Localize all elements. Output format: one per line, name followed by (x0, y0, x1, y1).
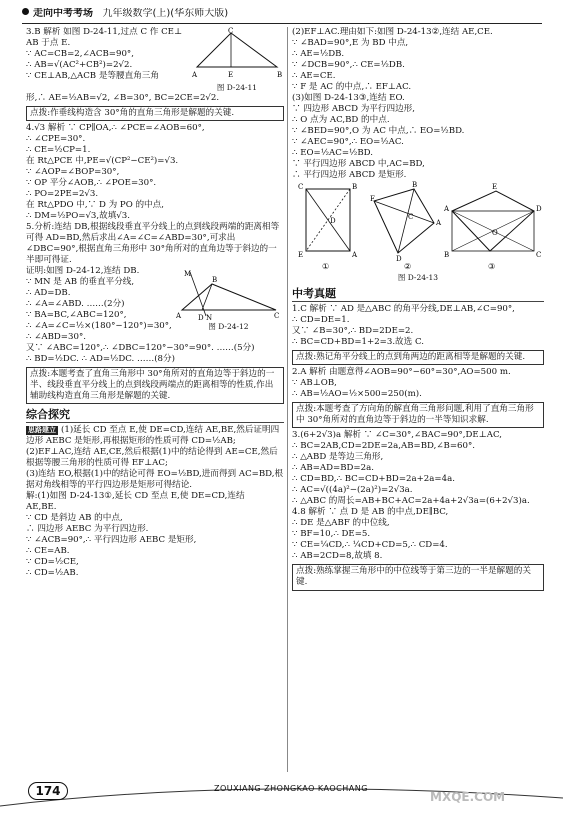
q5-line: ∵ BA=BC,∠ABC=120°, (26, 309, 127, 320)
q3-line: ∴ AB=√(AC²+CB²)=2√2. (26, 60, 133, 70)
header-subtitle: 九年级数学(上)(华东师大版) (102, 8, 229, 19)
note-box: 点拨:作垂线构造含 30°角的直角三角形是解题的关键. (26, 106, 284, 121)
svg-text:D: D (536, 205, 542, 213)
answer-line: 又∵ ∠B=30°,∴ BD=2DE=2. (292, 325, 414, 336)
answer-line: ∴ AB=2CD=8,故填 8. (292, 551, 383, 562)
ideas-text: (2)EF⊥AC,连结 AE,CE,然后根据(1)中的结论得到 AE=CE,然后根据等腰三角形的性质可得 EF⊥AC; (26, 447, 278, 469)
svg-text:E: E (492, 183, 498, 191)
answer-line: ∴ AB=AD=BD=2a. (292, 463, 374, 474)
q4-line: ∵ ∠AOP=∠BOP=30°, (26, 166, 120, 177)
answer-line: ∵ BF=10,∴ DE=5. (292, 529, 371, 540)
svg-text:E: E (228, 71, 234, 79)
svg-text:D: D (330, 217, 336, 225)
answer-line: 4.8 解析 ∵ 点 D 是 AB 的中点,DE∥BC, (292, 507, 449, 518)
svg-text:N: N (206, 313, 213, 322)
answer-line: 1.C 解析 ∵ AD 是△ABC 的角平分线,DE⊥AB,∠C=90°, (292, 303, 515, 314)
proof-line: ∵ ∠BED=90°,O 为 AC 中点,∴ EO=½BD. (292, 126, 465, 136)
proof-line: 解:(1)如图 D-24-13①,延长 CD 至点 E,使 DE=CD,连结 (26, 491, 245, 502)
bullet-icon (22, 8, 29, 15)
footer-text: ZOUXIANG ZHONGKAO KAOCHANG (214, 784, 368, 793)
q4-line: ∵ OP 平分∠AOB,∴ ∠POE=30°. (26, 177, 157, 188)
q5-line: 又∵ ∠ABC=120°,∴ ∠DBC=120°−30°=90°. ……(5分) (26, 342, 255, 353)
q5-line: ∴ AD=DB. (26, 287, 71, 298)
q4-line: 4.√3 解析 ∵ CP∥OA,∴ ∠PCE=∠AOB=60°, (26, 122, 205, 133)
svg-text:②: ② (404, 262, 412, 271)
answer-line: ∴ BC=2AB,CD=2DE=2a,AB=BD,∠B=60°. (292, 441, 476, 452)
q3-line: 3.B 解析 如图 D-24-11,过点 C 作 CE⊥ (26, 27, 183, 37)
ideas-text: (1)延长 CD 至点 E,使 DE=CD,连结 AE,BE,然后证明四边形 AEBC 是矩形,再根据矩形的性质可得 CD=½AB; (26, 425, 280, 447)
proof-line: ∵ CD 是斜边 AB 的中点, (26, 513, 123, 524)
svg-text:C: C (408, 213, 414, 221)
q4-line: 在 Rt△PDO 中,∵ D 为 PO 的中点, (26, 199, 164, 210)
proof-line: ∴ O 点为 AC,BD 的中点. (292, 115, 390, 125)
svg-text:C: C (274, 311, 280, 320)
triangle-figure (176, 266, 281, 322)
note-box: 点拨:熟记角平分线上的点到角两边的距离相等是解题的关键. (292, 350, 544, 365)
answer-line: ∵ AB⊥OB, (292, 377, 337, 388)
q4-line: ∴ DM=½PO=√3,故填√3. (26, 210, 130, 221)
right-column (292, 27, 544, 775)
section-title: 综合探究 (26, 408, 284, 423)
column-divider (287, 27, 288, 772)
ideas-text: (3)连结 EO,根据(1)中的结论可得 EO=½BD,进而得到 AC=BD,根据对角线相等的平行四边形是矩形可得结论. (26, 469, 284, 491)
svg-text:①: ① (322, 262, 330, 271)
answer-line: ∴ △ABC 的周长=AB+BC+AC=2a+4a+2√3a=(6+2√3)a. (292, 496, 530, 507)
header-rule (22, 23, 542, 24)
answer-line: 3.(6+2√3)a 解析 ∵ ∠C=30°,∠BAC=90°,DE⊥AC, (292, 430, 502, 441)
proof-line: (2)EF⊥AC.理由如下:如图 D-24-13②,连结 AE,CE. (292, 27, 493, 37)
svg-text:B: B (352, 183, 358, 191)
q3-line: 形,∴ AE=½AB=√2, ∠B=30°, BC=2CE=2√2. (26, 92, 220, 103)
svg-text:C: C (228, 27, 234, 35)
figure-d-24-13 (292, 181, 544, 283)
figure-d-24-12 (176, 266, 281, 332)
answer-line: ∴ BC=CD+BD=1+2=3.故选 C. (292, 336, 424, 347)
answer-line: ∵ CE=¼CD,∴ ¼CD+CD=5,∴ CD=4. (292, 540, 448, 551)
q4-line: ∴ PO=2PE=2√3. (26, 188, 99, 199)
proof-line: ∵ ∠BAD=90°,E 为 BD 中点, (292, 38, 409, 48)
svg-text:C: C (536, 251, 542, 259)
answer-line: ∴ △ABD 是等边三角形, (292, 452, 384, 463)
page-footer (0, 776, 563, 818)
svg-text:A: A (436, 219, 442, 227)
note-box: 点拨:本题考查了直角三角形中 30°角所对的直角边等于斜边的一半、线段垂直平分线上的点到线段两端点的距离相等的性质,作出辅助线构造直角三角形是解题的关键. (26, 367, 284, 405)
svg-text:A: A (176, 311, 182, 320)
left-column (26, 27, 284, 775)
q4-line: ∴ ∠CPE=30°. (26, 133, 86, 144)
proof-line: ∵ CD=½CE, (26, 557, 79, 568)
proof-line: ∴ 四边形 AEBC 为平行四边形. (26, 524, 149, 535)
note-box: 点拨:熟练掌握三角形中的中位线等于第三边的一半是解题的关键. (292, 564, 544, 590)
answer-line: 2.A 解析 由题意得∠AOB=90°−60°=30°,AO=500 m. (292, 366, 511, 377)
proof-line: ∴ AE=½DB. (292, 49, 345, 59)
answer-line: ∴ DE 是△ABF 的中位线, (292, 518, 390, 529)
q5-line: ∴ BD=½DC. ∴ AD=½DC. ……(8分) (26, 353, 175, 364)
proof-line: ∴ CE=AB. (26, 546, 70, 557)
header-title: 走向中考考场 (33, 8, 93, 19)
answer-line: ∴ AC=√((4a)²−(2a)²)=2√3a. (292, 485, 413, 496)
figure-caption: 图 D-24-11 (216, 83, 258, 92)
proof-line: (3)如图 D-24-13③,连结 EO. (292, 93, 405, 103)
figure-caption: 图 D-24-13 (397, 273, 439, 282)
answer-line: ∴ CD=BD,∴ BC=CD+BD=2a+2a=4a. (292, 474, 455, 485)
note-box: 点拨:本题考查了方向角的解直角三角形问题,利用了直角三角形中 30°角所对的直角边等于斜边的一半等知识求解. (292, 402, 544, 428)
q4-line: ∴ CE=½CP=1. (26, 144, 91, 155)
answer-line: ∴ AB=½AO=½×500=250(m). (292, 388, 422, 399)
svg-text:A: A (352, 251, 358, 259)
ideas-tag: 思路建立 (28, 426, 56, 435)
q5-line: ∵ MN 是 AB 的垂直平分线, (26, 276, 135, 287)
proof-line: ∵ ∠AEC=90°,∴ EO=½AC. (292, 137, 404, 147)
proof-line: ∵ F 是 AC 的中点,∴ EF⊥AC. (292, 82, 412, 92)
page-header (22, 8, 540, 22)
q5-line: ∴ ∠A=∠C=½×(180°−120°)=30°, (26, 320, 172, 331)
proof-line: AE,BE. (26, 502, 57, 513)
answer-line: ∴ CD=DE=1. (292, 314, 350, 325)
svg-text:F: F (370, 195, 375, 203)
figure-caption: 图 D-24-12 (208, 321, 249, 331)
q5-line: ∴ ∠ABD=30°. (26, 331, 86, 342)
proof-line: ∴ EO=½AC=½BD. (292, 148, 373, 158)
svg-text:O: O (492, 229, 498, 237)
svg-text:A: A (444, 205, 450, 213)
proof-line: ∵ ∠DCB=90°,∴ CE=½DB. (292, 60, 405, 70)
proof-line: ∴ CD=½AB. (26, 568, 79, 579)
proof-line: ∵ 平行四边形 ABCD 中,AC=BD, (292, 159, 425, 169)
svg-text:C: C (298, 183, 304, 191)
q5-analysis: 5.分析:连结 DB,根据线段垂直平分线上的点到线段两端的距离相等可得 AD=BD,然后求出∠A=∠C=∠ABD=30°,可求出∠DBC=90°,根据直角三角形中 30°角所对的直角边等于斜边的一半即可得证. (26, 221, 280, 265)
svg-text:A: A (192, 71, 198, 79)
proof-line: ∴ 平行四边形 ABCD 是矩形. (292, 170, 407, 180)
svg-text:B: B (444, 251, 450, 259)
svg-text:③: ③ (488, 262, 496, 271)
triangle-figure (191, 27, 283, 83)
section-title: 中考真题 (292, 287, 544, 302)
q3-line: ∵ CE⊥AB,△ACB 是等腰直角三角 (26, 71, 159, 81)
proof-line: ∵ ∠ACB=90°,∴ 平行四边形 AEBC 是矩形, (26, 535, 197, 546)
q5-line: ∴ ∠A=∠ABD. ……(2分) (26, 298, 125, 309)
svg-text:B: B (212, 275, 218, 284)
svg-text:B: B (412, 181, 418, 189)
watermark: MXQE.COM (430, 790, 506, 804)
svg-text:D: D (396, 255, 402, 263)
q5-line: 证明:如图 D-24-12,连结 DB. (26, 265, 140, 276)
svg-text:D: D (198, 313, 204, 322)
q3-line: ∵ AC=CB=2,∠ACB=90°, (26, 49, 134, 59)
svg-text:B: B (277, 71, 283, 79)
quad-figures (292, 181, 542, 273)
proof-line: ∵ 四边形 ABCD 为平行四边形, (292, 104, 416, 114)
q4-line: 在 Rt△PCE 中,PE=√(CP²−CE²)=√3. (26, 155, 179, 166)
svg-text:E: E (298, 251, 304, 259)
page-number: 174 (28, 782, 68, 800)
figure-d-24-11 (191, 27, 283, 93)
q3-line: AB 于点 E. (26, 38, 71, 48)
svg-text:M: M (184, 269, 192, 278)
proof-line: ∴ AE=CE. (292, 71, 336, 81)
